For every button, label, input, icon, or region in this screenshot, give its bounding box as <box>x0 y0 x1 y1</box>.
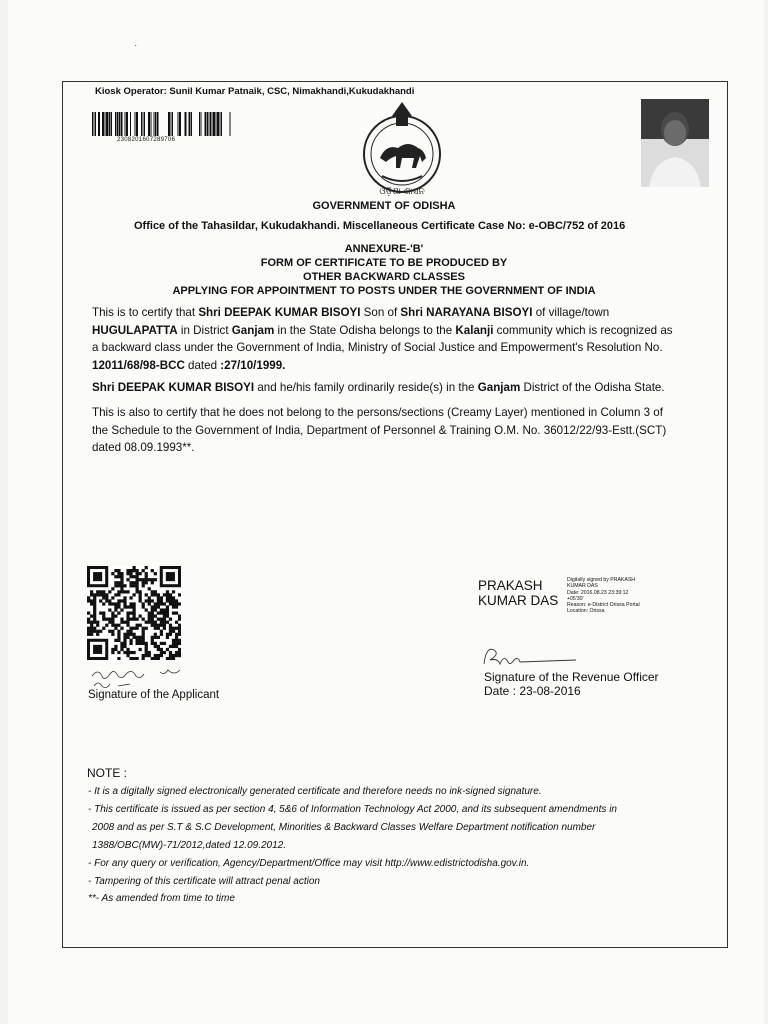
community-name: Kalanji <box>455 323 494 337</box>
form-title-line3: APPLYING FOR APPOINTMENT TO POSTS UNDER THE GOVERNMENT OF INDIA <box>172 285 596 297</box>
qr-code-icon <box>87 566 181 660</box>
annexure-title: ANNEXURE-'B' <box>344 243 424 255</box>
office-line: Office of the Tahasildar, Kukudakhandi. Miscellaneous Certificate Case No: e-OBC/752 of 2016 <box>134 220 626 232</box>
kiosk-operator: Kiosk Operator: Sunil Kumar Patnaik, CSC, Nimakhandi,Kukudakhandi <box>95 86 415 97</box>
resolution-date: :27/10/1999. <box>220 358 286 372</box>
creamy-layer-paragraph: This is also to certify that he does not belong to the persons/sections (Creamy Layer) mentioned in Column 3 of the Schedule to the Government of India, Department of Personnel & Training O.M. No. 36012/22/93-Estt.(SCT) dated 08.09.1993**. <box>92 406 667 454</box>
revenue-officer-label: Signature of the Revenue Officer <box>484 670 659 684</box>
svg-text:ଓଡ଼ିଶା ଶାସନ: ଓଡ଼ିଶା ଶାସନ <box>379 187 425 196</box>
form-title-line1: FORM OF CERTIFICATE TO BE PRODUCED BY <box>260 257 508 269</box>
note-item: - Tampering of this certificate will attract penal action <box>88 876 320 887</box>
odisha-emblem-icon <box>352 96 452 196</box>
applicant-signature-scrawl <box>90 664 190 690</box>
note-item: - For any query or verification, Agency/Department/Office may visit http://www.edistrictodisha.gov.in. <box>88 858 530 869</box>
applicant-signature-label: Signature of the Applicant <box>88 689 220 701</box>
resolution-number: 12011/68/98-BCC <box>92 358 185 372</box>
note-item: - It is a digitally signed electronically generated certificate and therefore needs no ink-signed signature. <box>88 786 542 797</box>
village-name: HUGULAPATTA <box>92 323 178 337</box>
barcode-number: 2308201607289706 <box>117 137 176 143</box>
barcode <box>92 112 232 138</box>
note-title: NOTE : <box>87 766 128 780</box>
note-item: 1388/OBC(MW)-71/2012,dated 12.09.2012. <box>92 840 287 851</box>
certification-paragraph: This is to certify that Shri DEEPAK KUMAR BISOYI Son of Shri NARAYANA BISOYI of village/town HUGULAPATTA in District Ganjam in the State Odisha belongs to the Kalanji community which is recognized as a backward class under the Government of India, Ministry of Social Justice and Empowerment's Resolution No. 12011/68/98-BCC dated :27/10/1999. <box>92 306 673 372</box>
speck-mark: · <box>134 40 138 51</box>
revenue-officer-date: Date : 23-08-2016 <box>484 684 581 698</box>
note-item: - This certificate is issued as per section 4, 5&6 of Information Technology Act 2000, and its subsequent amendments in <box>88 804 617 815</box>
revenue-officer-signature-scrawl <box>478 642 578 670</box>
district-name: Ganjam <box>231 323 275 337</box>
note-item: 2008 and as per S.T & S.C Development, Minorities & Backward Classes Welfare Department notification number <box>92 822 596 833</box>
applicant-photo-icon <box>641 99 709 187</box>
digital-signature-block: Digitally signed by PRAKASH KUMAR DAS Date: 2016.08.23 23:39:12 +05'30' Reason: e-District Orissa Portal Location: Orissa <box>567 577 640 615</box>
residence-paragraph: Shri DEEPAK KUMAR BISOYI and he/his family ordinarily reside(s) in the Ganjam District of the Odisha State. <box>92 381 665 394</box>
father-name: Shri NARAYANA BISOYI <box>400 306 533 319</box>
note-item: **- As amended from time to time <box>88 893 235 904</box>
signer-name: PRAKASH KUMAR DAS <box>478 578 559 608</box>
applicant-name: Shri DEEPAK KUMAR BISOYI <box>198 306 361 319</box>
government-title: GOVERNMENT OF ODISHA <box>312 200 456 212</box>
form-title-line2: OTHER BACKWARD CLASSES <box>303 271 465 283</box>
